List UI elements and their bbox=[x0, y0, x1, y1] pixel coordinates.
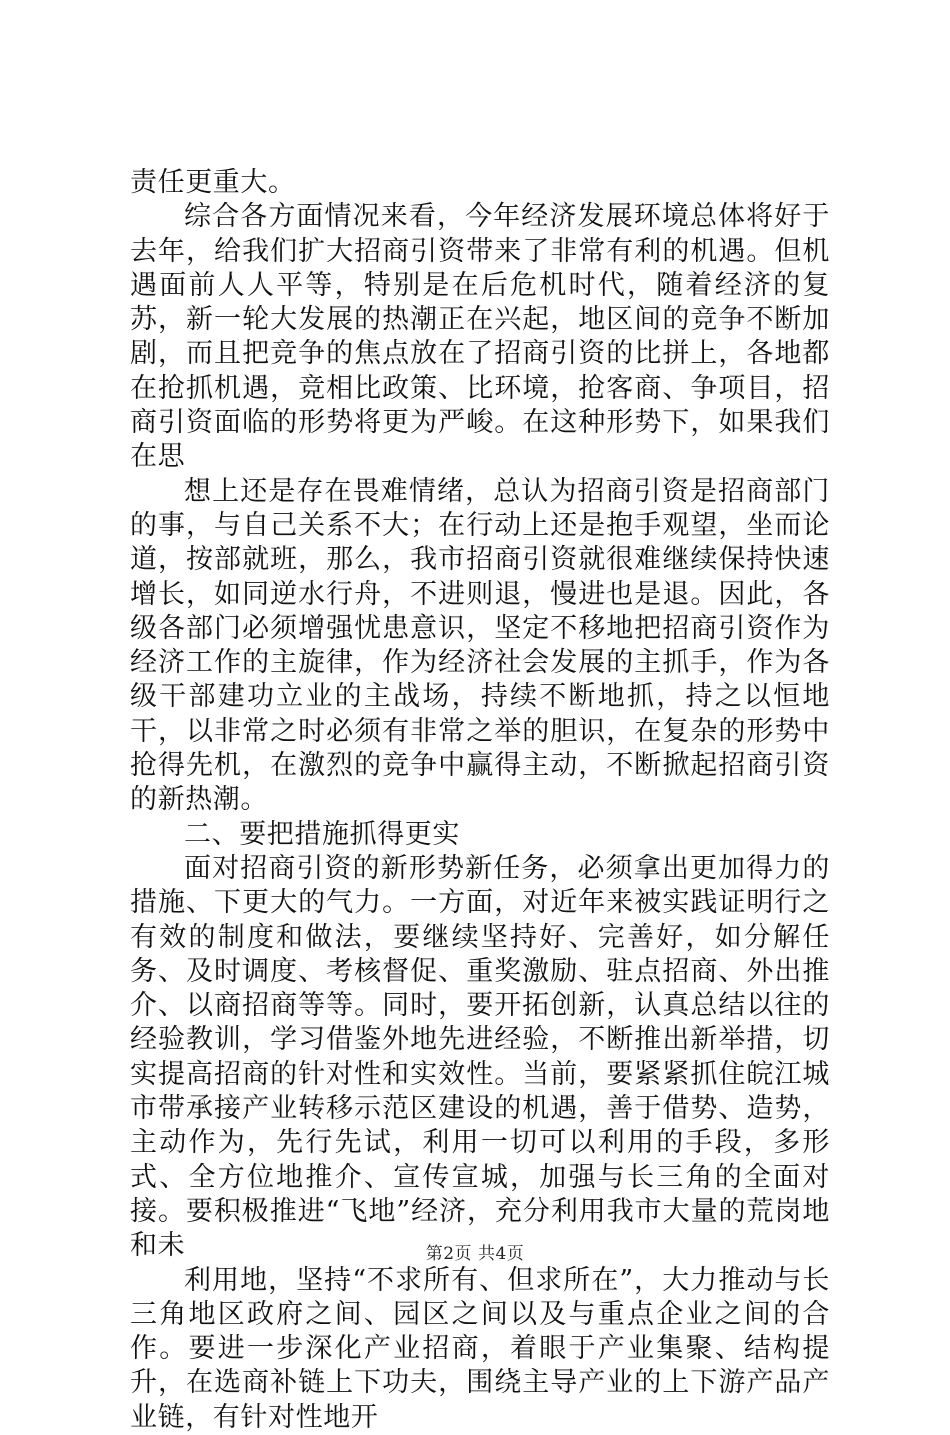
paragraph-continuation: 责任更重大。 bbox=[130, 167, 296, 198]
paragraph-land-use: 利用地，坚持“不求所有、但求所在”，大力推动与长三角地区政府之间、园区之间以及与重点企业之间的合作。要进一步深化产业招商，着眼于产业集聚、结构提升，在选商补链上下功夫，围绕主导产业的上下游产品产业链，有针对性地开 bbox=[130, 1264, 830, 1433]
section-heading: 二、要把措施抓得更实 bbox=[184, 818, 460, 850]
paragraph-measures: 面对招商引资的新形势新任务，必须拿出更加得力的措施、下更大的气力。一方面，对近年来被实践证明行之有效的制度和做法，要继续坚持好、完善好，如分解任务、及时调度、考核督促、重奖激励、驻点招商、外出推介、以商招商等等。同时，要开拓创新，认真总结以往的经验教训，学习借鉴外地先进经验，不断推出新举措，切实提高招商的针对性和实效性。当前，要紧紧抓住皖江城市带承接产业转移示范区建设的机遇，善于借势、造势，主动作为，先行先试，利用一切可以利用的手段，多形式、全方位地推介、宣传宣城，加强与长三角的全面对接。要积极推进“飞地”经济，充分利用我市大量的荒岗地和未 bbox=[130, 852, 830, 1262]
paragraph-mindset: 想上还是存在畏难情绪，总认为招商引资是招商部门的事，与自己关系不大；在行动上还是抱手观望，坐而论道，按部就班，那么，我市招商引资就很难继续保持快速增长，如同逆水行舟，不进则退，慢进也是退。因此，各级各部门必须增强忧患意识，坚定不移地把招商引资作为经济工作的主旋律，作为经济社会发展的主抓手，作为各级干部建功立业的主战场，持续不断地抓，持之以恒地干，以非常之时必须有非常之举的胆识，在复杂的形势中抢得先机，在激烈的竞争中赢得主动，不断掀起招商引资的新热潮。 bbox=[130, 475, 830, 816]
page-number-footer: 第2页 共4页 bbox=[425, 1244, 525, 1264]
paragraph-situation: 综合各方面情况来看，今年经济发展环境总体将好于去年，给我们扩大招商引资带来了非常有利的机遇。但机遇面前人人平等，特别是在后危机时代，随着经济的复苏，新一轮大发展的热潮正在兴起，地区间的竞争不断加剧，而且把竞争的焦点放在了招商引资的比拼上，各地都在抢抓机遇，竞相比政策、比环境，抢客商、争项目，招商引资面临的形势将更为严峻。在这种形势下，如果我们在思 bbox=[130, 201, 830, 473]
